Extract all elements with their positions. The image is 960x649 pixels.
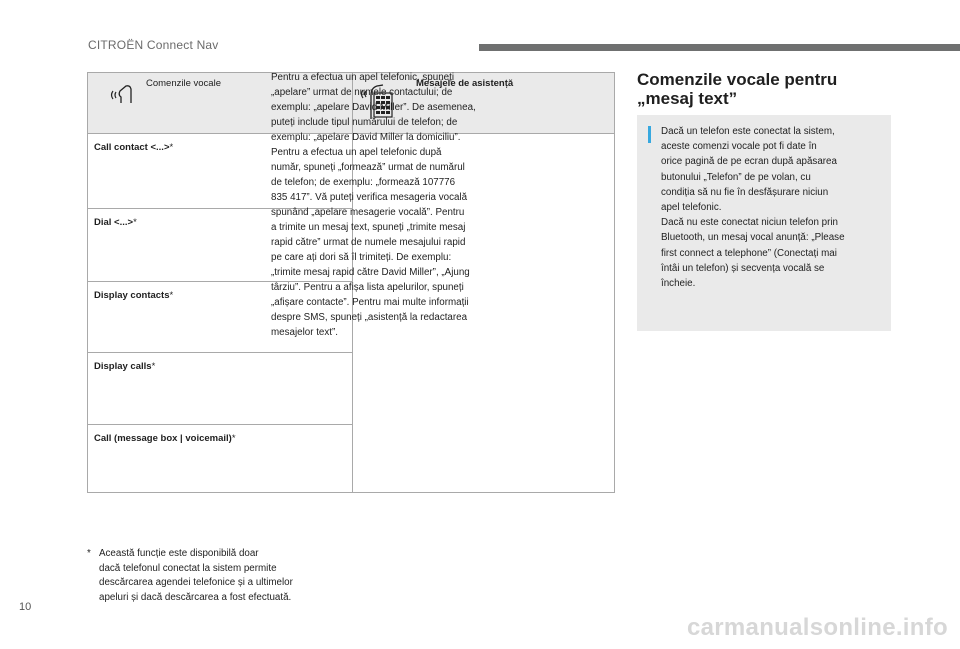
info-line: întâi un telefon) și secvența vocală se <box>661 262 825 274</box>
desc-line: rapid către” urmat de numele mesajului rapid <box>271 237 466 248</box>
info-line: butonului „Telefon” de pe volan, cu <box>661 171 811 183</box>
info-icon <box>648 126 651 143</box>
command-label: Dial <...> <box>94 217 134 228</box>
command-label: Display contacts <box>94 290 170 301</box>
desc-line: de telefon; de exemplu: „formează 107776 <box>271 177 456 188</box>
desc-line: pe care ați dori să îl trimiteți. De exemplu: <box>271 252 452 263</box>
info-box <box>637 115 891 331</box>
desc-line: spunând „apelare mesagerie vocală”. Pentru <box>271 207 465 218</box>
command-star: * <box>169 290 174 301</box>
command-call-voicemail <box>88 425 352 492</box>
desc-line: 835 417”. Vă puteți verifica mesageria vocală <box>271 192 468 203</box>
desc-line: exemplu: „apelare David Miller”. De asemenea, <box>271 102 476 113</box>
info-line: aceste comenzi vocale pot fi date în <box>661 141 817 153</box>
info-text <box>661 124 885 291</box>
info-line: Bluetooth, un mesaj vocal anunță: „Please <box>661 232 845 244</box>
info-line: orice pagină de pe ecran după apăsarea <box>661 156 837 168</box>
section-title-line: „mesaj text” <box>637 89 738 108</box>
assistance-message-text <box>271 70 526 340</box>
footnote-mark: * <box>87 548 91 559</box>
desc-line: târziu”. Pentru a afișa lista apelurilor, spuneți <box>271 282 464 293</box>
desc-line: a trimite un mesaj text, spuneți „trimite mesaj <box>271 222 466 233</box>
info-line: condiția să nu fie în desfășurare niciun <box>661 186 829 198</box>
desc-line: „trimite mesaj rapid către David Miller”, „Ajung <box>271 267 470 278</box>
desc-line: „apelare” urmat de numele contactului; de <box>271 87 453 98</box>
desc-line: număr, spuneți „formează” urmat de numărul <box>271 162 465 173</box>
info-line: Dacă un telefon este conectat la sistem, <box>661 126 835 137</box>
command-label: Call (message box | voicemail) <box>94 433 232 444</box>
desc-line: exemplu: „apelare David Miller la domiciliu”. <box>271 132 461 143</box>
command-label: Call contact <...> <box>94 142 170 153</box>
footnote-line: apeluri și dacă descărcarea a fost efectuată. <box>99 591 292 603</box>
desc-line: despre SMS, spuneți „asistență la redactarea <box>271 312 468 323</box>
info-line: încheie. <box>661 278 696 290</box>
page-number: 10 <box>19 601 32 613</box>
section-title-line: Comenzile vocale pentru <box>637 70 838 89</box>
footnote-line: dacă telefonul conectat la sistem permite <box>99 562 277 574</box>
section-title <box>637 70 837 108</box>
header-bar <box>479 44 960 51</box>
desc-line: mesajelor text”. <box>271 327 338 338</box>
desc-line: Pentru a efectua un apel telefonic după <box>271 147 442 158</box>
command-display-calls <box>88 353 352 425</box>
table-header-messages-label: Mesajele de asistență <box>416 78 514 89</box>
footnote-line: Această funcție este disponibilă doar <box>99 548 259 559</box>
command-star: * <box>133 217 137 228</box>
footnote <box>87 547 387 605</box>
info-line: apel telefonic. <box>661 202 722 214</box>
voice-command-icon <box>110 83 134 108</box>
command-star: * <box>169 142 174 153</box>
table-header-commands-label: Comenzile vocale <box>146 78 221 89</box>
footnote-line: descărcarea agendei telefonice și a ultimelor <box>99 577 293 588</box>
watermark: carmanualsonline.info <box>686 614 948 641</box>
desc-line: „afișare contacte”. Pentru mai multe informații <box>271 297 469 308</box>
page-header-title: CITROËN Connect Nav <box>88 38 219 52</box>
info-line: Dacă nu este conectat niciun telefon prin <box>661 217 838 229</box>
command-star: * <box>231 433 236 444</box>
desc-line: Pentru a efectua un apel telefonic, spuneți <box>271 72 455 83</box>
info-line: first connect a telephone” (Conectați mai <box>661 247 837 259</box>
command-star: * <box>151 361 156 372</box>
command-label: Display calls <box>94 361 152 372</box>
desc-line: puteți include tipul numărului de telefon; de <box>271 117 458 128</box>
